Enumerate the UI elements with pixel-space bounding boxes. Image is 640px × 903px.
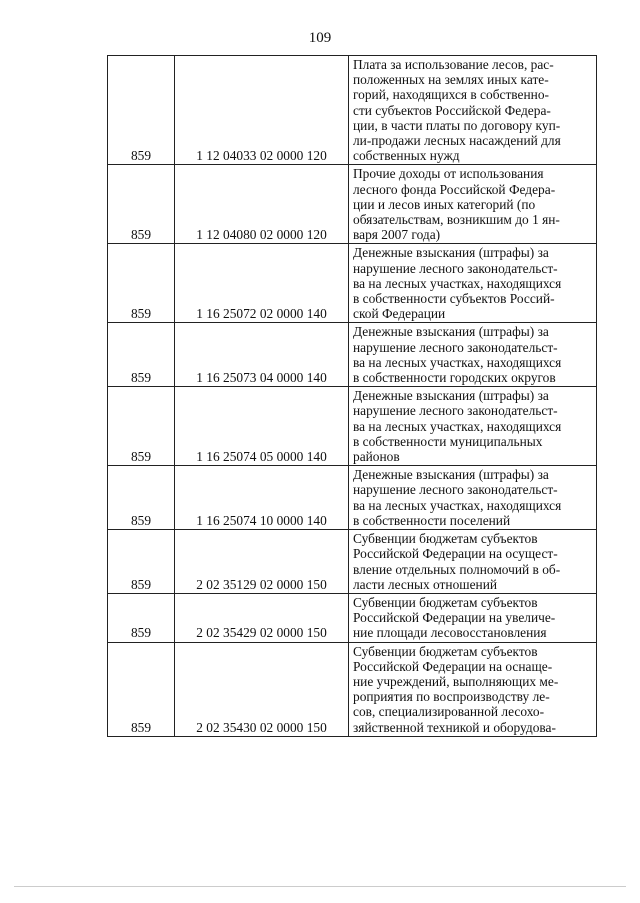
description-cell [349,56,597,165]
budget-code-cell: 1 16 25074 10 0000 140 [175,466,349,530]
description-line: Плата за использование лесов, рас- [353,57,554,72]
description-line: собственных нужд [353,148,460,164]
page-number: 109 [308,30,332,46]
description-line: лесного фонда Российской Федера- [353,181,556,197]
revenue-codes-table [107,55,597,737]
description-line: Денежные взыскания (штрафы) за [353,245,549,261]
admin-code-cell: 859 [108,642,175,736]
description-line: ции и лесов иных категорий (по [353,196,536,212]
budget-code-cell: 2 02 35429 02 0000 150 [175,593,349,642]
description-line: ли-продажи лесных насаждений для [353,133,561,149]
description-cell [349,642,597,736]
admin-code-cell: 859 [108,165,175,244]
budget-code-cell: 1 16 25074 05 0000 140 [175,387,349,466]
description-line: Денежные взыскания (штрафы) за [353,388,549,404]
description-line: ва на лесных участках, находящихся [353,497,562,513]
table-row [108,244,597,323]
description-cell [349,323,597,387]
description-line: Субвенции бюджетам субъектов [353,594,538,610]
description-line: ва на лесных участках, находящихся [353,275,562,291]
description-line: варя 2007 года) [353,227,441,243]
admin-code-cell: 859 [108,244,175,323]
budget-code-cell: 2 02 35430 02 0000 150 [175,642,349,736]
description-cell [349,165,597,244]
table-row [108,530,597,594]
description-line: Российской Федерации на осущест- [353,546,558,562]
description-line: Прочие доходы от использования [353,166,544,182]
budget-code-cell: 1 16 25072 02 0000 140 [175,244,349,323]
description-line: Субвенции бюджетам субъектов [353,531,538,547]
description-line: положенных на землях иных кате- [353,72,549,88]
description-line: Субвенции бюджетам субъектов [353,643,538,659]
table-row [108,593,597,642]
table-row [108,323,597,387]
admin-code-cell: 859 [108,466,175,530]
description-line: ва на лесных участках, находящихся [353,418,562,434]
description-line: нарушение лесного законодательст- [353,482,558,498]
budget-code-cell: 1 12 04033 02 0000 120 [175,56,349,165]
description-line: обязательствам, возникшим до 1 ян- [353,212,560,228]
description-line: ва на лесных участках, находящихся [353,354,562,370]
description-cell [349,530,597,594]
description-cell [349,466,597,530]
description-line: вление отдельных полномочий в об- [353,561,561,577]
table-row [108,56,597,165]
description-line: ской Федерации [353,306,446,322]
description-line: роприятия по воспроизводству ле- [353,689,550,705]
description-line: ние площади лесовосстановления [353,625,547,641]
description-line: ции, в части платы по договору куп- [353,117,561,133]
description-line: в собственности муниципальных [353,433,543,449]
description-line: сов, специализированной лесохо- [353,704,545,720]
description-line: сти субъектов Российской Федера- [353,102,551,118]
budget-code-cell: 2 02 35129 02 0000 150 [175,530,349,594]
admin-code-cell: 859 [108,323,175,387]
table-row [108,642,597,736]
description-line: районов [353,449,400,465]
description-line: ние учреждений, выполняющих ме- [353,673,559,689]
admin-code-cell: 859 [108,530,175,594]
description-line: ласти лесных отношений [353,576,498,592]
description-cell [349,387,597,466]
admin-code-cell: 859 [108,593,175,642]
budget-code-cell: 1 16 25073 04 0000 140 [175,323,349,387]
description-line: в собственности городских округов [353,370,556,386]
description-line: горий, находящихся в собственно- [353,87,549,103]
table-row [108,466,597,530]
description-line: в собственности субъектов Россий- [353,291,555,307]
description-line: Российской Федерации на увеличе- [353,610,556,626]
description-line: в собственности поселений [353,512,511,528]
description-line: нарушение лесного законодательст- [353,339,558,355]
table-row [108,387,597,466]
description-cell [349,593,597,642]
description-line: Российской Федерации на оснаще- [353,658,553,674]
table-body [108,56,597,737]
description-line: Денежные взыскания (штрафы) за [353,467,549,483]
admin-code-cell: 859 [108,387,175,466]
description-line: Денежные взыскания (штрафы) за [353,324,549,340]
description-line: зяйственной техникой и оборудова- [353,719,556,735]
description-line: нарушение лесного законодательст- [353,403,558,419]
table-row [108,165,597,244]
description-line: нарушение лесного законодательст- [353,260,558,276]
budget-code-cell: 1 12 04080 02 0000 120 [175,165,349,244]
admin-code-cell: 859 [108,56,175,165]
bottom-divider [14,886,626,887]
description-cell [349,244,597,323]
